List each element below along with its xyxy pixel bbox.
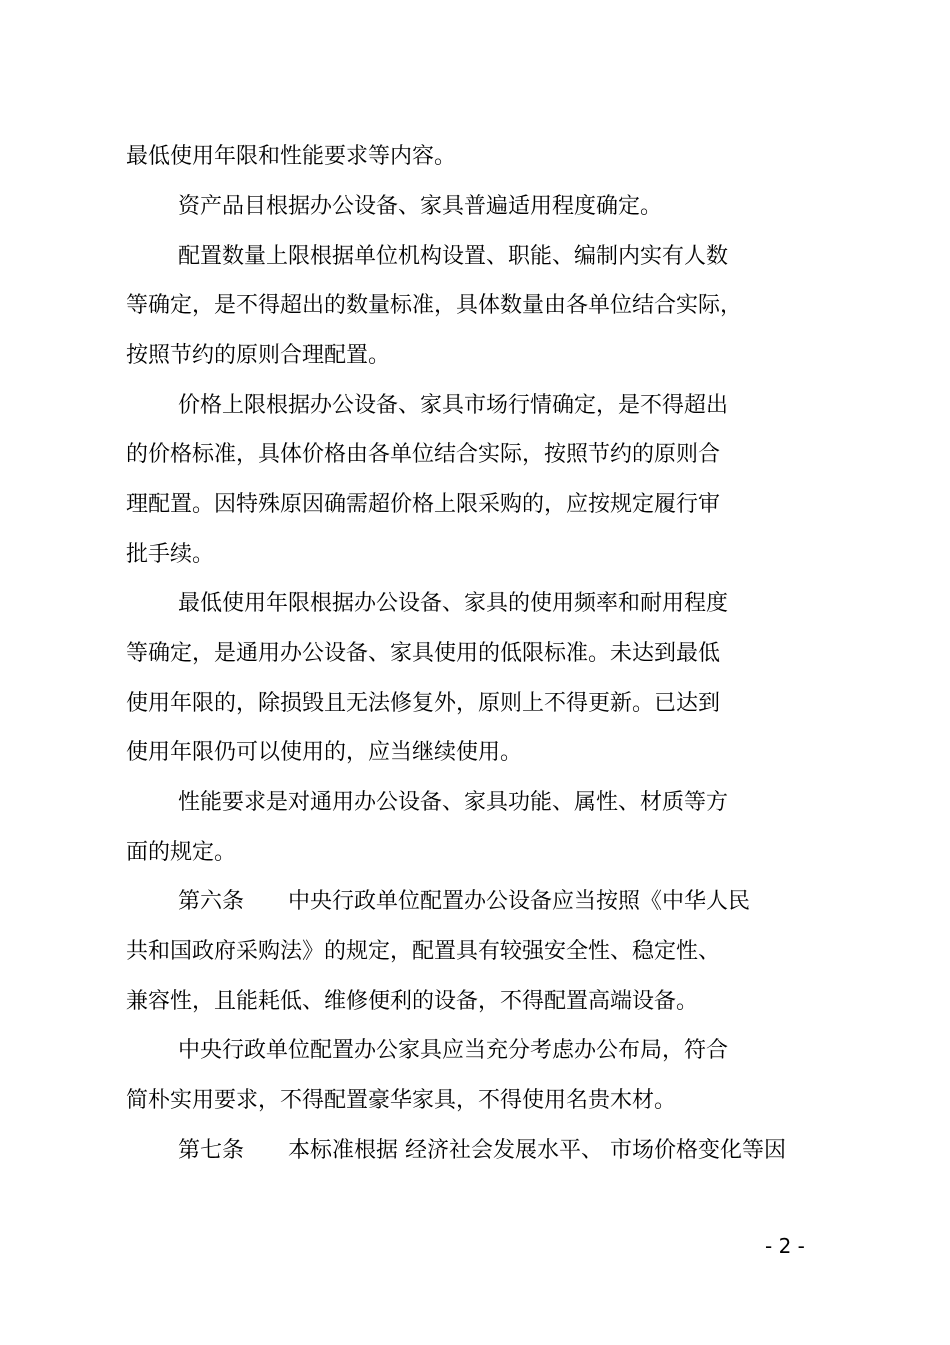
- page-number: - 2 -: [765, 1234, 805, 1258]
- text-line: 使用年限仍可以使用的，应当继续使用。: [126, 740, 523, 765]
- text-line: 的价格标准，具体价格由各单位结合实际，按照节约的原则合: [126, 442, 721, 467]
- text-line: 最低使用年限和性能要求等内容。: [126, 144, 457, 169]
- text-line: 理配置。因特殊原因确需超价格上限采购的，应按规定履行审: [126, 492, 721, 517]
- text-line: 按照节约的原则合理配置。: [126, 343, 391, 368]
- text-line: 等确定，是通用办公设备、家具使用的低限标准。未达到最低: [126, 641, 721, 666]
- text-line: 第七条 本标准根据 经济社会发展水平、 市场价格变化等因: [178, 1138, 786, 1163]
- text-line: 批手续。: [126, 542, 215, 567]
- text-line: 兼容性，且能耗低、维修便利的设备，不得配置高端设备。: [126, 989, 699, 1014]
- text-line: 性能要求是对通用办公设备、家具功能、属性、材质等方: [178, 790, 729, 815]
- text-line: 面的规定。: [126, 840, 237, 865]
- text-line: 简朴实用要求，不得配置豪华家具，不得使用名贵木材。: [126, 1088, 677, 1113]
- text-line: 等确定，是不得超出的数量标准，具体数量由各单位结合实际，: [126, 293, 743, 318]
- text-line: 资产品目根据办公设备、家具普遍适用程度确定。: [178, 194, 663, 219]
- text-line: 使用年限的，除损毁且无法修复外，原则上不得更新。已达到: [126, 691, 721, 716]
- text-line: 最低使用年限根据办公设备、家具的使用频率和耐用程度: [178, 591, 729, 616]
- text-line: 中央行政单位配置办公家具应当充分考虑办公布局，符合: [178, 1038, 729, 1063]
- text-line: 第六条 中央行政单位配置办公设备应当按照《中华人民: [178, 889, 751, 914]
- text-line: 共和国政府采购法》的规定，配置具有较强安全性、稳定性、: [126, 939, 721, 964]
- text-line: 价格上限根据办公设备、家具市场行情确定，是不得超出: [178, 393, 729, 418]
- text-line: 配置数量上限根据单位机构设置、职能、编制内实有人数: [178, 244, 729, 269]
